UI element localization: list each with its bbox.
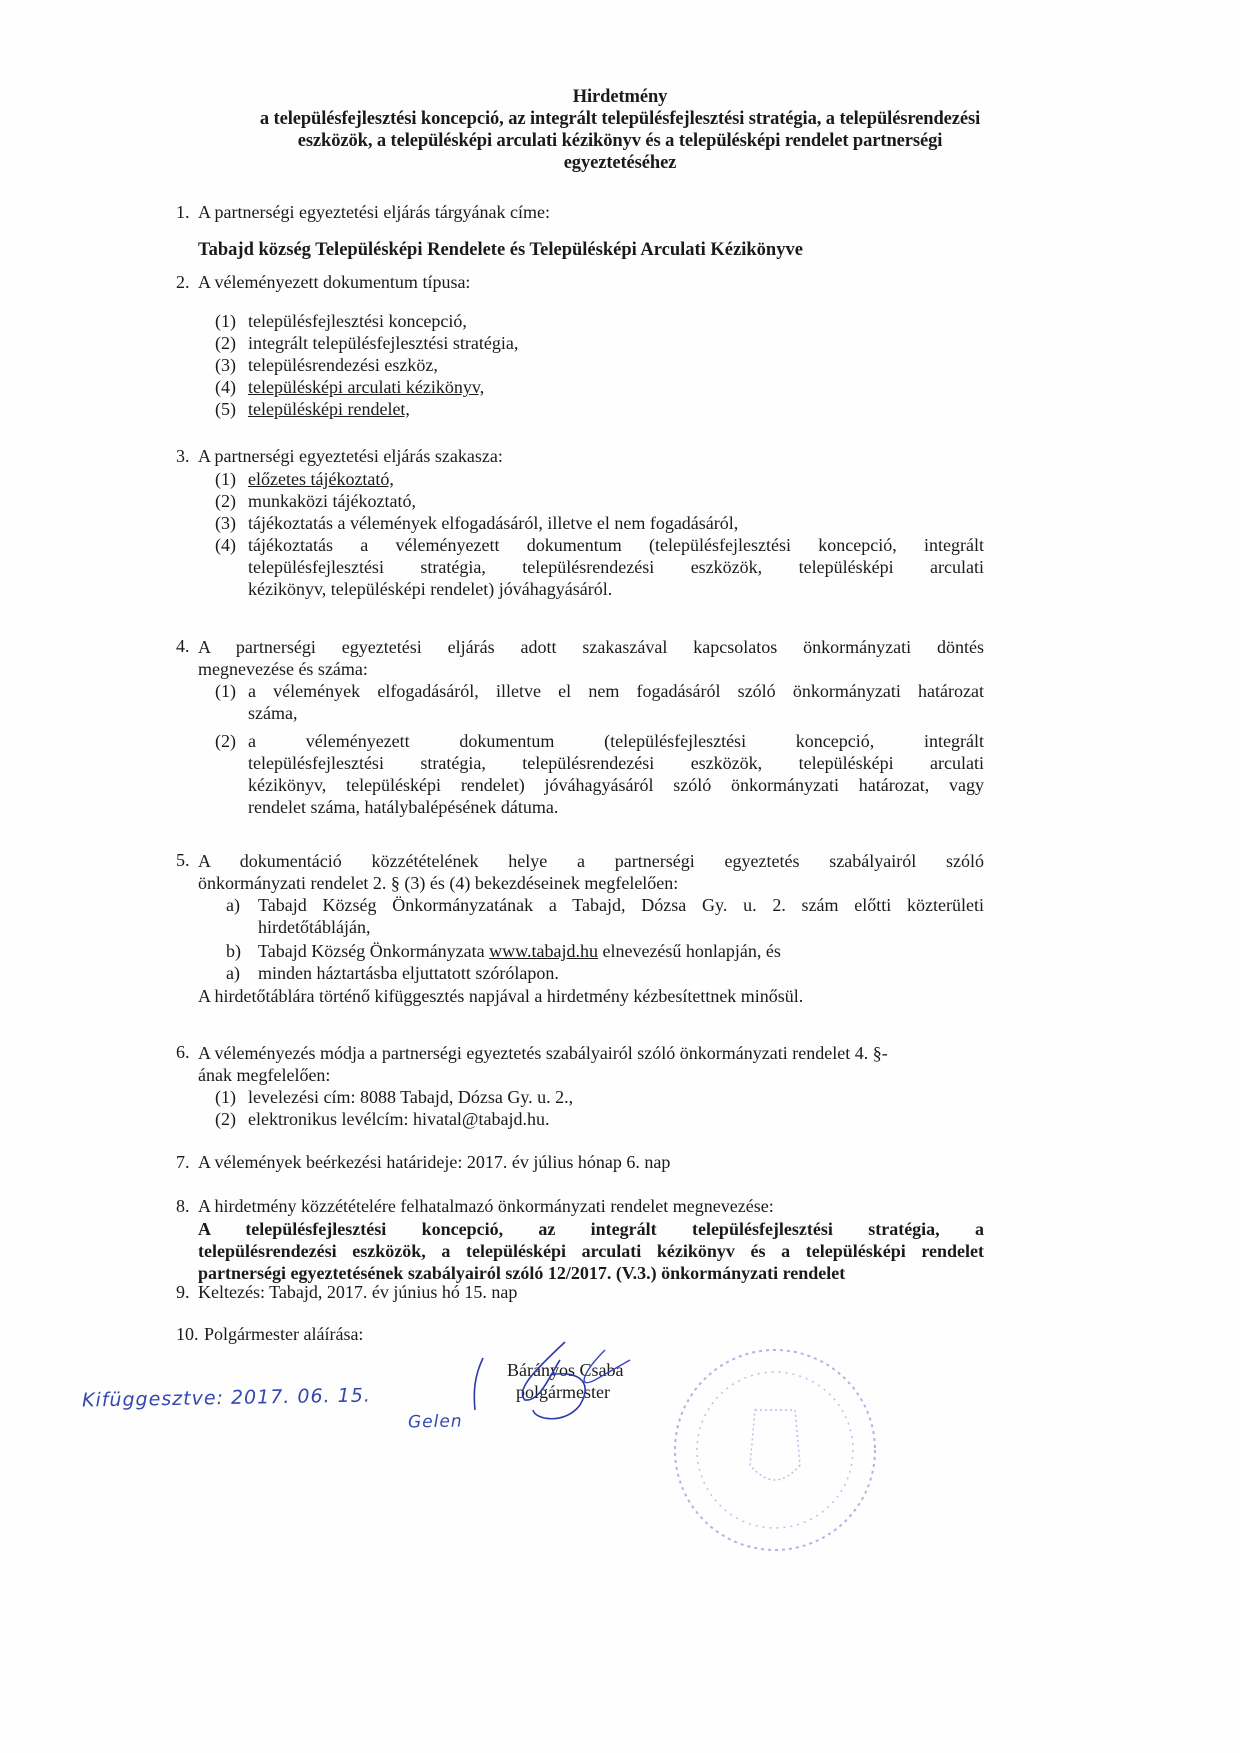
option-text: településképi rendelet,: [248, 399, 410, 419]
document-title: Hirdetmény: [572, 87, 668, 107]
option-text: munkaközi tájékoztató,: [248, 491, 416, 511]
document-type-option: [215, 354, 975, 376]
section-10-heading: Polgármester aláírása:: [204, 1324, 364, 1344]
option-label: (4): [215, 377, 236, 397]
section-9-number: 9.: [176, 1282, 190, 1302]
option-text: tájékoztatás a vélemények elfogadásáról, illetve el nem fogadásáról,: [248, 513, 739, 533]
section-2-heading: A véleményezett dokumentum típusa:: [198, 272, 471, 292]
option-label: (2): [215, 731, 236, 751]
postal-address: levelezési cím: 8088 Tabajd, Dózsa Gy. u. 2.,: [248, 1087, 574, 1107]
option-text: Tabajd Község Önkormányzatának a Tabajd, Dózsa Gy. u. 2. szám előtti közterületi hirdetőtábláján,: [258, 895, 984, 937]
option-text: településképi arculati kézikönyv,: [248, 377, 485, 397]
decision-option: [215, 680, 985, 724]
section-5-heading: A dokumentáció közzétételének helye a partnerségi egyeztetés szabályairól szóló önkormányzati rendelet 2. § (3) és (4) bekezdéseinek megfelelően:: [198, 851, 984, 893]
decision-option: [215, 730, 985, 818]
option-label: (1): [215, 1087, 236, 1107]
option-text: a véleményezett dokumentum (településfejlesztési koncepció, integrált településfejlesztési stratégia, településrendezési eszközök, településképi arculati kézikönyv, településképi rendelet) jóváhagyásáról szóló önkormányzati határozat, vagy rendelet száma, hatálybalépésének dátuma.: [248, 731, 984, 817]
option-label: (5): [215, 399, 236, 419]
option-label: (1): [215, 681, 236, 701]
official-stamp: [655, 1335, 895, 1575]
option-text: előzetes tájékoztató,: [248, 469, 394, 489]
document-type-option: [215, 332, 975, 354]
section-1-subject: Tabajd község Településképi Rendelete és Településképi Arculati Kézikönyve: [198, 240, 803, 260]
document-type-option-selected: [215, 398, 975, 420]
contact-option: [215, 1086, 975, 1108]
option-label: (1): [215, 311, 236, 331]
document-subtitle-line-3: egyeztetéséhez: [563, 153, 677, 173]
option-label: (2): [215, 491, 236, 511]
email-address: elektronikus levélcím: hivatal@tabajd.hu.: [248, 1109, 550, 1129]
contact-option: [215, 1108, 975, 1130]
mayor-name: Bárányos Csaba: [507, 1360, 624, 1380]
section-7-deadline: A vélemények beérkezési határideje: 2017. év július hónap 6. nap: [198, 1152, 671, 1172]
option-text: tájékoztatás a véleményezett dokumentum (településfejlesztési koncepció, integrált településfejlesztési stratégia, településrendezési eszközök, településképi arculati kézikönyv, településképi rendelet) jóváhagyásáról.: [248, 535, 984, 599]
section-2-number: 2.: [176, 272, 190, 292]
posting-handwritten-note: Kifüggesztve: 2017. 06. 15.: [81, 1384, 372, 1412]
option-text: minden háztartásba eljuttatott szórólapon.: [258, 963, 559, 983]
section-4-heading: A partnerségi egyeztetési eljárás adott szakaszával kapcsolatos önkormányzati döntés megnevezése és száma:: [198, 637, 984, 679]
document-subtitle-line-2: eszközök, a településképi arculati kézikönyv és a településképi rendelet partnerségi: [297, 131, 943, 151]
section-5-number: 5.: [176, 850, 190, 870]
option-text: településfejlesztési koncepció,: [248, 311, 467, 331]
section-3-number: 3.: [176, 446, 190, 466]
publication-place: [226, 962, 986, 984]
section-6-heading: A véleményezés módja a partnerségi egyeztetés szabályairól szóló önkormányzati rendelet 4. §- ának megfelelően:: [198, 1043, 888, 1085]
section-6-number: 6.: [176, 1042, 190, 1062]
section-8-heading: A hirdetmény közzétételére felhatalmazó önkormányzati rendelet megnevezése:: [198, 1196, 774, 1216]
option-label: (2): [215, 1109, 236, 1129]
option-label: (3): [215, 513, 236, 533]
procedure-stage-option: [215, 534, 985, 600]
procedure-stage-option: [215, 490, 985, 512]
option-label: (1): [215, 469, 236, 489]
section-3-heading: A partnerségi egyeztetési eljárás szakasza:: [198, 446, 503, 466]
option-text: a vélemények elfogadásáról, illetve el nem fogadásáról szóló önkormányzati határozat száma,: [248, 681, 984, 723]
option-label: (2): [215, 333, 236, 353]
publication-place: [226, 940, 986, 962]
option-label: (3): [215, 355, 236, 375]
option-text: településrendezési eszköz,: [248, 355, 438, 375]
mayor-role: polgármester: [516, 1382, 610, 1402]
document-subtitle-line-1: a településfejlesztési koncepció, az integrált településfejlesztési stratégia, a településrendezési: [259, 109, 981, 129]
document-type-option: [215, 310, 975, 332]
section-8-number: 8.: [176, 1196, 190, 1216]
section-1-heading: A partnerségi egyeztetési eljárás tárgyának címe:: [198, 202, 551, 222]
option-label: a): [226, 963, 240, 983]
section-8-regulation-title: A településfejlesztési koncepció, az integrált településfejlesztési stratégia, a településrendezési eszközök, a településképi arculati kézikönyv és a településképi rendelet partnerségi egyeztetésének szabályairól szóló 12/2017. (V.3.) önkormányzati rendelet: [198, 1219, 984, 1283]
publication-place: [226, 894, 986, 938]
section-5-note: A hirdetőtáblára történő kifüggesztés napjával a hirdetmény kézbesítettnek minősül.: [198, 986, 804, 1006]
procedure-stage-option: [215, 512, 985, 534]
option-text: Tabajd Község Önkormányzata www.tabajd.hu elnevezésű honlapján, és: [258, 941, 781, 961]
posting-handwritten-initials: Gelen: [407, 1411, 463, 1433]
section-10-number: 10.: [176, 1324, 199, 1344]
mayor-signature: [455, 1330, 655, 1430]
option-label: (4): [215, 535, 236, 555]
section-1-number: 1.: [176, 202, 190, 222]
section-4-number: 4.: [176, 636, 190, 656]
procedure-stage-option-selected: [215, 468, 985, 490]
document-type-option-selected: [215, 376, 975, 398]
website-link[interactable]: www.tabajd.hu: [489, 941, 598, 961]
option-label: a): [226, 895, 240, 915]
option-label: b): [226, 941, 241, 961]
section-7-number: 7.: [176, 1152, 190, 1172]
section-9-date: Keltezés: Tabajd, 2017. év június hó 15. nap: [198, 1282, 518, 1302]
option-text: integrált településfejlesztési stratégia,: [248, 333, 519, 353]
